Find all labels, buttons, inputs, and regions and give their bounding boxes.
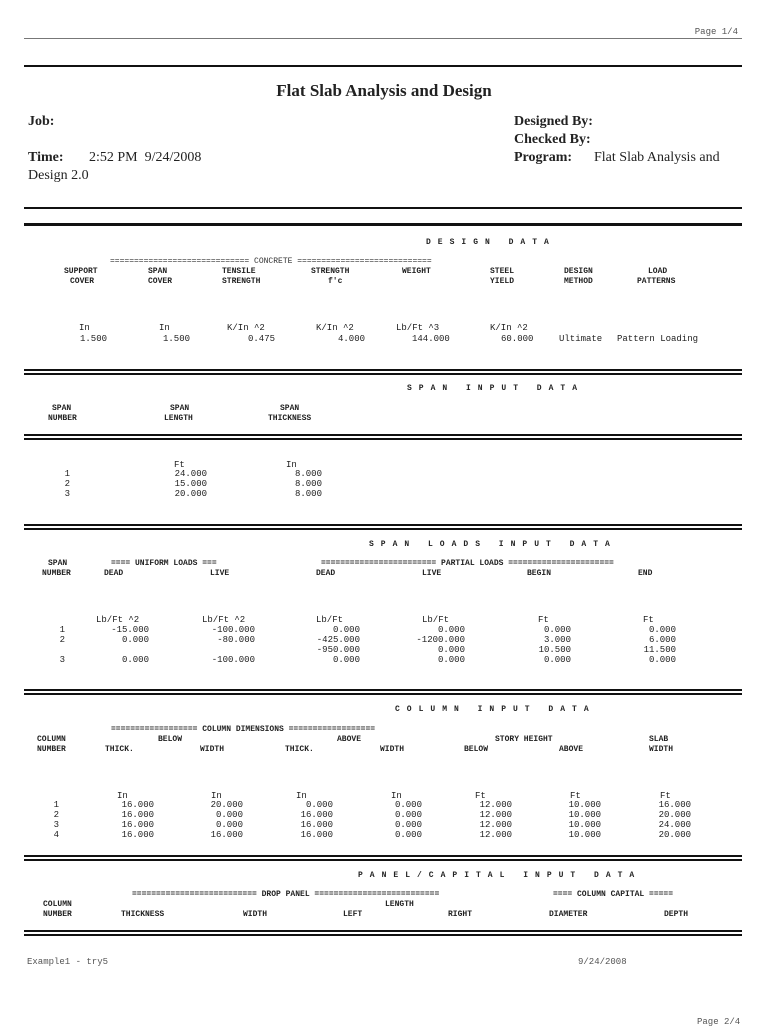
col-span-number-2: NUMBER <box>48 414 77 423</box>
concrete-group-line: ============================= CONCRETE ============================ <box>110 257 432 266</box>
load-row-cell: 0.000 <box>332 625 360 635</box>
load-row-cell: -1200.000 <box>416 635 465 645</box>
unit: Ft <box>174 460 185 470</box>
col-span-number-1: SPAN <box>52 404 72 413</box>
col-slab-width-1: SLAB <box>649 735 669 744</box>
col-loads-span-2: NUMBER <box>42 569 71 578</box>
section-rule <box>24 934 742 936</box>
col-steel-1: STEEL <box>490 267 515 276</box>
unit: Lb/Ft ^2 <box>96 615 140 625</box>
col-below-width: WIDTH <box>200 745 225 754</box>
column-dimensions-group: ================== COLUMN DIMENSIONS ================== <box>111 725 376 734</box>
load-row-cell: 0.000 <box>543 655 571 665</box>
unit: Lb/Ft ^2 <box>202 615 246 625</box>
value-span-cover: 1.500 <box>163 334 191 344</box>
partial-loads-group: ======================== PARTIAL LOADS ====================== <box>321 559 614 568</box>
load-row-cell: 11.500 <box>643 645 676 655</box>
section-rule <box>24 207 742 209</box>
column-input-heading: COLUMN INPUT DATA <box>395 705 596 714</box>
col-partial-dead: DEAD <box>316 569 336 578</box>
top-divider <box>24 38 742 39</box>
col-below-thick: THICK. <box>105 745 134 754</box>
col-design-1: DESIGN <box>564 267 593 276</box>
section-rule <box>24 223 742 226</box>
design-data-heading: DESIGN DATA <box>426 238 556 247</box>
panel-capital-heading: PANEL/CAPITAL INPUT DATA <box>358 871 642 880</box>
unit: Lb/Ft <box>422 615 450 625</box>
column-row-cell: 16.000 <box>121 810 154 820</box>
section-rule <box>24 434 742 436</box>
header-rule <box>24 65 742 67</box>
col-span-length-2: LENGTH <box>164 414 193 423</box>
load-row-cell: 0.000 <box>437 655 465 665</box>
unit: Ft <box>660 791 671 801</box>
col-panel-thickness: THICKNESS <box>121 910 165 919</box>
column-capital-group: ==== COLUMN CAPITAL ===== <box>553 890 674 899</box>
load-row-cell: -100.000 <box>211 625 255 635</box>
col-partial-live: LIVE <box>422 569 442 578</box>
story-height-label: STORY HEIGHT <box>495 735 553 744</box>
section-rule <box>24 859 742 861</box>
unit: In <box>296 791 307 801</box>
section-rule <box>24 689 742 691</box>
above-label: ABOVE <box>337 735 362 744</box>
program-value-cont: Design 2.0 <box>28 168 89 183</box>
col-load-2: PATTERNS <box>637 277 676 286</box>
column-row-cell: 16.000 <box>121 800 154 810</box>
load-row-cell: 0.000 <box>437 625 465 635</box>
col-tensile-2: STRENGTH <box>222 277 261 286</box>
col-partial-end: END <box>638 569 653 578</box>
col-steel-2: YIELD <box>490 277 515 286</box>
program-value: Flat Slab Analysis and <box>594 150 720 165</box>
column-row-cell: 10.000 <box>568 830 601 840</box>
unit: Ft <box>643 615 654 625</box>
column-row-cell: 10.000 <box>568 820 601 830</box>
col-column-number-2: NUMBER <box>37 745 66 754</box>
load-row-cell: -80.000 <box>217 635 255 645</box>
value-tensile: 0.475 <box>248 334 276 344</box>
load-row-cell: 0.000 <box>121 635 149 645</box>
column-row-cell: 16.000 <box>210 830 243 840</box>
column-row-cell: 0.000 <box>394 820 422 830</box>
column-row-cell: 12.000 <box>479 800 512 810</box>
time-value: 2:52 PM 9/24/2008 <box>89 150 202 165</box>
column-row-cell: 16.000 <box>300 830 333 840</box>
value-strength: 4.000 <box>338 334 366 344</box>
load-row-cell: 0.000 <box>648 655 676 665</box>
unit: In <box>117 791 128 801</box>
col-strength-2: f'c <box>328 277 343 286</box>
column-row-cell: 12.000 <box>479 820 512 830</box>
unit: In <box>211 791 222 801</box>
span-row-cell: 2 <box>64 479 70 489</box>
col-load-1: LOAD <box>648 267 668 276</box>
column-row-cell: 0.000 <box>394 810 422 820</box>
load-row-cell: 6.000 <box>648 635 676 645</box>
load-row-cell: 0.000 <box>437 645 465 655</box>
load-row-cell: -425.000 <box>316 635 360 645</box>
load-row-cell: 10.500 <box>538 645 571 655</box>
col-tensile-1: TENSILE <box>222 267 256 276</box>
load-row-cell: 0.000 <box>121 655 149 665</box>
load-row-cell: 1 <box>59 625 65 635</box>
unit: Ft <box>538 615 549 625</box>
column-row-cell: 0.000 <box>215 820 243 830</box>
col-strength-1: STRENGTH <box>311 267 350 276</box>
unit: In <box>79 323 90 333</box>
column-row-cell: 16.000 <box>300 810 333 820</box>
span-row-cell: 20.000 <box>174 489 207 499</box>
column-row-cell: 24.000 <box>658 820 691 830</box>
unit: Lb/Ft ^3 <box>396 323 440 333</box>
designed-by-label: Designed By: <box>514 114 593 129</box>
span-row-cell: 8.000 <box>294 479 322 489</box>
section-rule <box>24 373 742 375</box>
column-row-cell: 0.000 <box>394 800 422 810</box>
footer-file: Example1 - try5 <box>27 957 109 967</box>
col-span-length-1: SPAN <box>170 404 190 413</box>
col-span-thickness-2: THICKNESS <box>268 414 312 423</box>
column-row-cell: 20.000 <box>210 800 243 810</box>
value-support-cover: 1.500 <box>80 334 108 344</box>
col-uniform-live: LIVE <box>210 569 230 578</box>
col-panel-left: LEFT <box>343 910 363 919</box>
unit: K/In ^2 <box>316 323 354 333</box>
col-panel-width: WIDTH <box>243 910 268 919</box>
drop-panel-group: ========================== DROP PANEL ========================== <box>132 890 440 899</box>
section-rule <box>24 930 742 932</box>
col-panel-right: RIGHT <box>448 910 473 919</box>
col-story-above: ABOVE <box>559 745 584 754</box>
column-row-cell: 10.000 <box>568 810 601 820</box>
span-row-cell: 24.000 <box>174 469 207 479</box>
value-weight: 144.000 <box>412 334 450 344</box>
span-row-cell: 1 <box>64 469 70 479</box>
unit: Ft <box>475 791 486 801</box>
col-partial-begin: BEGIN <box>527 569 552 578</box>
load-row-cell: -15.000 <box>111 625 149 635</box>
unit: In <box>286 460 297 470</box>
col-span-cover-2: COVER <box>148 277 173 286</box>
section-rule <box>24 528 742 530</box>
col-panel-number-1: COLUMN <box>43 900 72 909</box>
unit: K/In ^2 <box>490 323 528 333</box>
unit: In <box>391 791 402 801</box>
col-support-cover-2: COVER <box>70 277 95 286</box>
span-row-cell: 15.000 <box>174 479 207 489</box>
value-load-patterns: Pattern Loading <box>617 334 699 344</box>
column-row-cell: 12.000 <box>479 830 512 840</box>
column-row-cell: 1 <box>53 800 59 810</box>
col-panel-number-2: NUMBER <box>43 910 72 919</box>
load-row-cell: 2 <box>59 635 65 645</box>
col-span-cover-1: SPAN <box>148 267 168 276</box>
below-label: BELOW <box>158 735 183 744</box>
time-label: Time: <box>28 150 64 165</box>
column-row-cell: 12.000 <box>479 810 512 820</box>
column-row-cell: 20.000 <box>658 830 691 840</box>
value-design-method: Ultimate <box>559 334 603 344</box>
col-span-thickness-1: SPAN <box>280 404 300 413</box>
job-label: Job: <box>28 114 55 129</box>
load-row-cell: -100.000 <box>211 655 255 665</box>
span-row-cell: 8.000 <box>294 469 322 479</box>
col-above-thick: THICK. <box>285 745 314 754</box>
column-row-cell: 2 <box>53 810 59 820</box>
next-page-number: Page 2/4 <box>697 1017 741 1027</box>
unit: Lb/Ft <box>316 615 344 625</box>
footer-date: 9/24/2008 <box>578 957 627 967</box>
col-story-below: BELOW <box>464 745 489 754</box>
column-row-cell: 20.000 <box>658 810 691 820</box>
section-rule <box>24 524 742 526</box>
load-row-cell: 3.000 <box>543 635 571 645</box>
col-weight: WEIGHT <box>402 267 431 276</box>
col-capital-depth: DEPTH <box>664 910 689 919</box>
column-row-cell: 10.000 <box>568 800 601 810</box>
load-row-cell: 0.000 <box>543 625 571 635</box>
column-row-cell: 3 <box>53 820 59 830</box>
span-row-cell: 3 <box>64 489 70 499</box>
column-row-cell: 0.000 <box>394 830 422 840</box>
value-steel-yield: 60.000 <box>501 334 534 344</box>
page-number: Page 1/4 <box>694 27 738 37</box>
section-rule <box>24 693 742 695</box>
span-input-heading: SPAN INPUT DATA <box>407 384 585 393</box>
col-above-width: WIDTH <box>380 745 405 754</box>
column-row-cell: 16.000 <box>121 830 154 840</box>
col-column-number-1: COLUMN <box>37 735 66 744</box>
col-support-cover-1: SUPPORT <box>64 267 98 276</box>
column-row-cell: 16.000 <box>300 820 333 830</box>
col-uniform-dead: DEAD <box>104 569 124 578</box>
length-label: LENGTH <box>385 900 414 909</box>
page-title: Flat Slab Analysis and Design <box>276 81 492 100</box>
span-loads-heading: SPAN LOADS INPUT DATA <box>369 540 617 549</box>
section-rule <box>24 369 742 371</box>
uniform-loads-group: ==== UNIFORM LOADS === <box>111 559 217 568</box>
unit: Ft <box>570 791 581 801</box>
column-row-cell: 0.000 <box>305 800 333 810</box>
span-row-cell: 8.000 <box>294 489 322 499</box>
section-rule <box>24 855 742 857</box>
column-row-cell: 0.000 <box>215 810 243 820</box>
column-row-cell: 16.000 <box>658 800 691 810</box>
section-rule <box>24 438 742 440</box>
col-design-2: METHOD <box>564 277 593 286</box>
program-label: Program: <box>514 150 573 165</box>
col-loads-span-1: SPAN <box>48 559 68 568</box>
load-row-cell: 0.000 <box>648 625 676 635</box>
load-row-cell: 3 <box>59 655 65 665</box>
unit: In <box>159 323 170 333</box>
col-capital-diameter: DIAMETER <box>549 910 588 919</box>
column-row-cell: 4 <box>53 830 59 840</box>
unit: K/In ^2 <box>227 323 265 333</box>
load-row-cell: -950.000 <box>316 645 360 655</box>
column-row-cell: 16.000 <box>121 820 154 830</box>
checked-by-label: Checked By: <box>514 132 591 147</box>
col-slab-width-2: WIDTH <box>649 745 674 754</box>
load-row-cell: 0.000 <box>332 655 360 665</box>
